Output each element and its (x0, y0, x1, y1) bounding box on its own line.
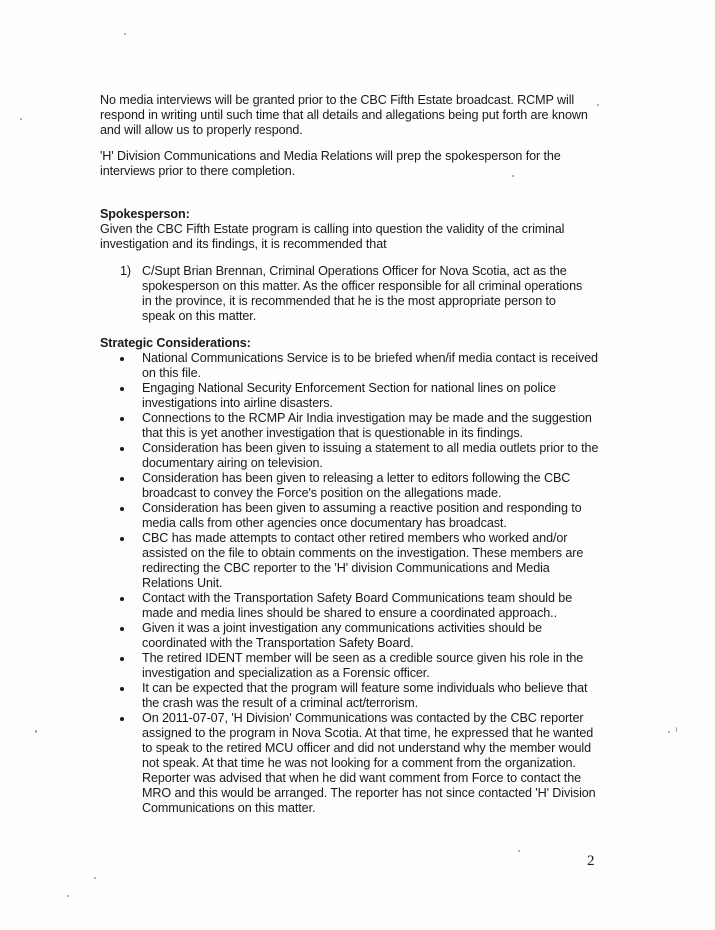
list-number: 1) (120, 264, 131, 278)
bullet-item: CBC has made attempts to contact other retired members who worked and/or assisted on the file to obtain comments on the investigation. These members are redirecting the CBC reporter to the 'H' division Communications and Media Relations Unit. (100, 531, 600, 591)
scan-speck (94, 877, 96, 879)
intro-paragraph-1: No media interviews will be granted prior to the CBC Fifth Estate broadcast. RCMP will respond in writing until such time that all details and allegations being put forth are known and will allow us to properly respond. (100, 93, 588, 137)
scan-speck (518, 850, 520, 852)
scan-speck (512, 175, 514, 177)
bullet-item: Consideration has been given to assuming a reactive position and responding to media calls from other agencies once documentary has broadcast. (100, 501, 600, 531)
strategic-section (100, 336, 600, 816)
bullet-item: Engaging National Security Enforcement Section for national lines on police investigations into airline disasters. (100, 381, 600, 411)
scan-speck (20, 118, 22, 120)
scan-speck (668, 731, 670, 733)
bullet-item: The retired IDENT member will be seen as a credible source given his role in the investigation and specialization as a Forensic officer. (100, 651, 600, 681)
bullet-item: Consideration has been given to issuing a statement to all media outlets prior to the documentary airing on television. (100, 441, 600, 471)
spokesperson-section (100, 207, 580, 252)
bullet-item: National Communications Service is to be briefed when/if media contact is received on this file. (100, 351, 600, 381)
scan-speck (676, 727, 677, 732)
strategic-bullet-list (100, 351, 600, 816)
scan-speck (35, 730, 37, 733)
strategic-heading: Strategic Considerations: (100, 336, 251, 350)
scan-speck (67, 895, 69, 897)
numbered-list (120, 264, 590, 324)
scan-speck (124, 33, 126, 35)
bullet-item: Given it was a joint investigation any communications activities should be coordinated with the Transportation Safety Board. (100, 621, 600, 651)
bullet-item: It can be expected that the program will feature some individuals who believe that the crash was the result of a criminal act/terrorism. (100, 681, 600, 711)
spokesperson-heading: Spokesperson: (100, 207, 190, 221)
bullet-item: Consideration has been given to releasing a letter to editors following the CBC broadcast to convey the Force's position on the allegations made. (100, 471, 600, 501)
bullet-item: Connections to the RCMP Air India investigation may be made and the suggestion that this is yet another investigation that is questionable in its findings. (100, 411, 600, 441)
intro-paragraph-2: 'H' Division Communications and Media Relations will prep the spokesperson for the interviews prior to there completion. (100, 149, 561, 178)
bullet-item: On 2011-07-07, 'H Division' Communications was contacted by the CBC reporter assigned to the program in Nova Scotia. At that time, he expressed that he wanted to speak to the retired MCU officer and did not understand why the member would not speak. At that time he was not looking for a comment from the organization. Reporter was advised that when he did want comment from Force to contact the MRO and this would be arranged. The reporter has not since contacted 'H' Division Communications on this matter. (100, 711, 600, 816)
list-item: C/Supt Brian Brennan, Criminal Operations Officer for Nova Scotia, act as the spokesperson on this matter. As the officer responsible for all criminal operations in the province, it is recommended that he is the most appropriate person to speak on this matter. (142, 264, 583, 323)
page-number: 2 (587, 853, 595, 869)
scan-speck (597, 104, 599, 106)
bullet-item: Contact with the Transportation Safety Board Communications team should be made and media lines should be shared to ensure a coordinated approach.. (100, 591, 600, 621)
spokesperson-text: Given the CBC Fifth Estate program is calling into question the validity of the criminal investigation and its findings, it is recommended that (100, 222, 565, 251)
